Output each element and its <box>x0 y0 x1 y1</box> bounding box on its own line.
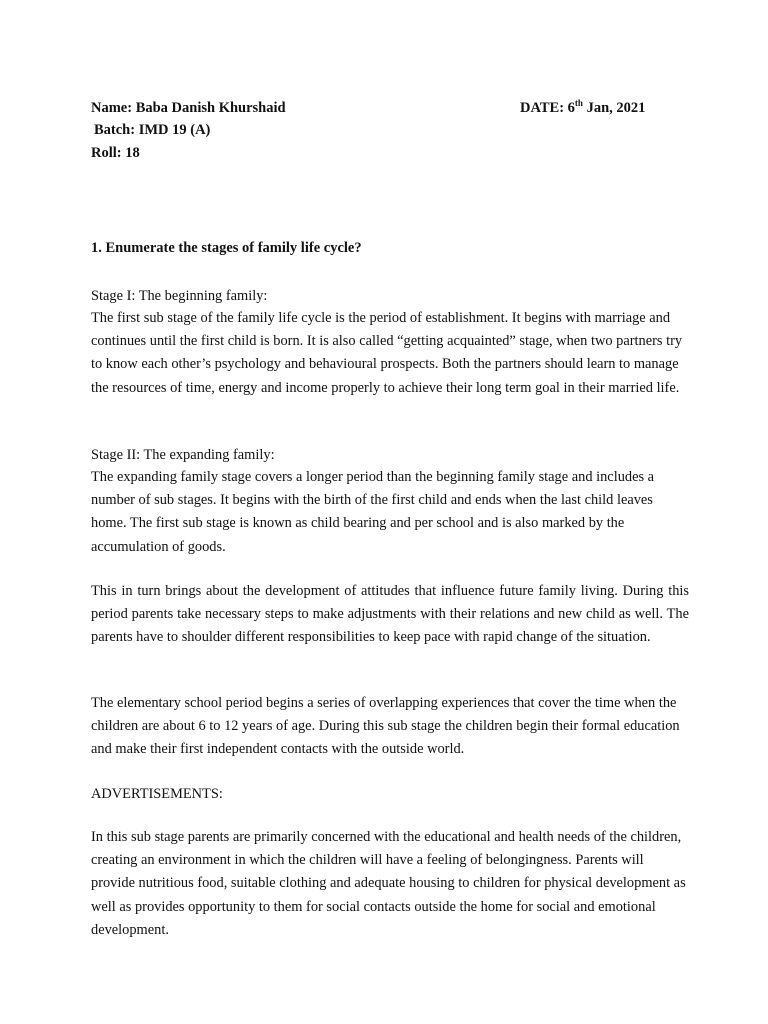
stage1-paragraph: The first sub stage of the family life cycle is the period of establishment. It begins with marriage and continues until the first child is born. It is also called “getting acquainted” stage, when two partners try to know each other’s psychology and behavioural prospects. Both the partners should learn to manage the resources of time, energy and income properly to achieve their long term goal in their married life. <box>91 310 683 396</box>
needs-paragraph: In this sub stage parents are primarily concerned with the educational and health needs of the children, creating an environment in which the children will have a feeling of belongingness. Parents will provide nutritious food, suitable clothing and adequate housing to children for physical development as well as provides opportunity to them for social contacts outside the home for social and emotional development. <box>91 829 686 938</box>
elementary-paragraph: The elementary school period begins a series of overlapping experiences that cover the time when the children are about 6 to 12 years of age. During this sub stage the children begin their formal education and make their first independent contacts with the outside world. <box>91 695 680 758</box>
stage2-heading: Stage II: The expanding family: <box>91 447 275 463</box>
date-ordinal: th <box>574 98 583 109</box>
attitudes-paragraph: This in turn brings about the development of attitudes that influence future family living. During this period parents take necessary steps to make adjustments with their relations and new child as well. The parents have to shoulder different responsibilities to keep pace with rapid change of the situation. <box>91 583 689 646</box>
document-date <box>520 97 645 119</box>
roll-line: Roll: 18 <box>91 145 140 161</box>
date-suffix: Jan, 2021 <box>582 100 646 116</box>
batch-line: Batch: IMD 19 (A) <box>94 122 211 138</box>
advertisements-label: ADVERTISEMENTS: <box>91 786 223 802</box>
date-prefix: DATE: 6 <box>520 100 575 116</box>
question-heading: 1. Enumerate the stages of family life cycle? <box>91 240 362 256</box>
student-name: Name: Baba Danish Khurshaid <box>91 100 286 116</box>
stage2-paragraph: The expanding family stage covers a longer period than the beginning family stage and includes a number of sub stages. It begins with the birth of the first child and ends when the last child leaves home. The first sub stage is known as child bearing and per school and is also marked by the accumulation of goods. <box>91 469 655 555</box>
stage1-heading: Stage I: The beginning family: <box>91 288 268 304</box>
